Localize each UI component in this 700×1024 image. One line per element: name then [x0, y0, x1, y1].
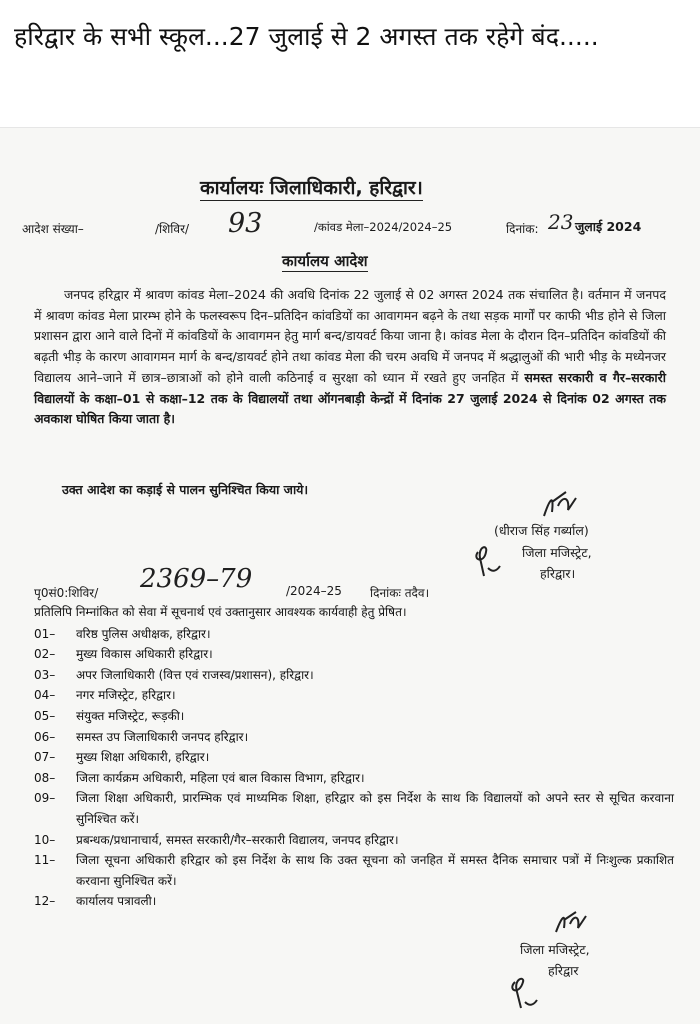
recipient-text: कार्यालय पत्रावली।: [76, 894, 157, 909]
recipient-item: [34, 624, 674, 645]
order-number: 93: [228, 208, 263, 239]
signatory-name: (धीराज सिंह गर्ब्याल): [494, 523, 589, 538]
recipient-item: [34, 685, 674, 706]
order-date-label: दिनांक:: [506, 222, 539, 236]
recipient-list: [34, 602, 674, 912]
news-headline: हरिद्वार के सभी स्कूल...27 जुलाई से 2 अगस्त तक रहेगे बंद.....: [14, 22, 599, 51]
footer-signature-mark-icon: [552, 908, 588, 936]
copy-year: /2024–25: [286, 584, 342, 598]
body-regular-text: जनपद हरिद्वार में श्रावण कांवड मेला–2024 की अवधि दिनांक 22 जुलाई से 02 अगस्त 2024 तक संचालित है। वर्तमान में जनपद में श्रावण कांवड मेला प्रारम्भ होने के फलस्वरूप दिन–प्रतिदिन कांवडियों का आवागमन बढ़ने के तथा सड़क मार्गों पर काफी भीड होने से जिला प्रशासन द्वारा आने वाले दिनों में कांवडियों के आवागमन हेतु मार्ग बन्द/डायवर्ट किया जाना है। कांवड मेला के दौरान दिन–प्रतिदिन कांवडियों की बढ़ती भीड़ के कारण आवागमन मार्ग के बन्द/डायवर्ट होने तथा कांवड मेला की चरम अवधि में जनपद में श्रद्धालुओं की भारी भीड़ के मध्येनजर विद्यालय आने–जाने में छात्र–छात्राओं को होने वाली कठिनाई व सुरक्षा को ध्यान में रखते हुए जनहित में: [34, 287, 666, 385]
recipient-text: संयुक्त मजिस्ट्रेट, रूड़की।: [76, 708, 185, 723]
order-date-day: 23: [548, 210, 574, 234]
footer-place: हरिद्वार: [548, 963, 579, 978]
document-scan: [0, 128, 700, 1024]
copy-date: दिनांकः तदैव।: [370, 586, 430, 600]
body-bold-text: समस्त सरकारी व गैर–सरकारी विद्यालयों के कक्षा–01 से कक्षा–12 तक के विद्यालयों तथा ऑगनबाड़ी केन्द्रों में दिनांक 27 जुलाई 2024 से दिनांक 02 अगस्त तक अवकाश घोषित किया जाता है।: [34, 369, 666, 427]
recipient-text: नगर मजिस्ट्रेट, हरिद्वार।: [76, 688, 176, 703]
recipient-item: [34, 727, 674, 748]
recipient-item: [34, 788, 674, 829]
order-title: कार्यालय आदेश: [282, 252, 368, 270]
recipient-text: वरिष्ठ पुलिस अधीक्षक, हरिद्वार।: [76, 626, 211, 641]
recipient-text: समस्त उप जिलाधिकारी जनपद हरिद्वार।: [76, 729, 249, 744]
recipient-number: 10–: [34, 832, 56, 847]
office-header: कार्यालयः जिलाधिकारी, हरिद्वार।: [200, 174, 423, 201]
order-label: आदेश संख्या–: [22, 222, 84, 236]
recipient-item: [34, 644, 674, 665]
recipient-number: 06–: [34, 729, 56, 744]
recipient-text: जिला कार्यक्रम अधिकारी, महिला एवं बाल विकास विभाग, हरिद्वार।: [76, 770, 365, 785]
recipient-item: [34, 768, 674, 789]
footer-initials-mark-icon: [505, 974, 543, 1014]
recipient-number: 12–: [34, 894, 56, 909]
copy-number: 2369–79: [140, 564, 253, 594]
signature-mark-icon: [540, 488, 580, 520]
copy-label: पृ0सं0:शिविर/: [34, 586, 99, 600]
recipient-number: 01–: [34, 626, 56, 641]
recipient-item: [34, 706, 674, 727]
recipient-item: [34, 747, 674, 768]
recipient-number: 09–: [34, 791, 56, 806]
recipient-item: [34, 850, 674, 891]
recipient-text: प्रबन्धक/प्रधानाचार्य, समस्त सरकारी/गैर–सरकारी विद्यालय, जनपद हरिद्वार।: [76, 832, 399, 847]
signatory-designation: जिला मजिस्ट्रेट,: [522, 545, 592, 560]
recipient-text: मुख्य शिक्षा अधिकारी, हरिद्वार।: [76, 750, 210, 765]
body-closing: उक्त आदेश का कड़ाई से पालन सुनिश्चित किया जाये।: [62, 482, 309, 497]
recipient-number: 04–: [34, 688, 56, 703]
recipient-item: [34, 830, 674, 851]
order-date-rest: जुलाई 2024: [575, 219, 642, 234]
recipient-number: 05–: [34, 708, 56, 723]
copy-intro: प्रतिलिपि निम्नांकित को सेवा में सूचनार्थ एवं उक्तानुसार आवश्यक कार्यवाही हेतु प्रेषित।: [34, 605, 407, 619]
order-suffix: /कांवड मेला–2024/2024–25: [314, 220, 453, 234]
signatory-place: हरिद्वार।: [540, 566, 576, 581]
recipient-number: 08–: [34, 770, 56, 785]
order-camp: /शिविर/: [155, 222, 190, 236]
recipient-number: 11–: [34, 853, 56, 868]
order-body: [34, 285, 666, 430]
recipient-text: मुख्य विकास अधिकारी हरिद्वार।: [76, 647, 213, 662]
recipient-number: 03–: [34, 667, 56, 682]
recipient-text: जिला सूचना अधिकारी हरिद्वार को इस निर्देश के साथ कि उक्त सूचना को जनहित में समस्त दैनिक समाचार पत्रों में निःशुल्क प्रकाशित करवाना सुनिश्चित करें।: [76, 853, 674, 888]
recipient-number: 07–: [34, 750, 56, 765]
recipient-number: 02–: [34, 647, 56, 662]
footer-designation: जिला मजिस्ट्रेट,: [520, 942, 590, 957]
recipient-item: [34, 665, 674, 686]
initials-mark-icon: [470, 542, 506, 582]
recipient-text: अपर जिलाधिकारी (वित्त एवं राजस्व/प्रशासन), हरिद्वार।: [76, 667, 314, 682]
recipient-text: जिला शिक्षा अधिकारी, प्रारम्भिक एवं माध्यमिक शिक्षा, हरिद्वार को इस निर्देश के साथ कि विद्यालयों को अपने स्तर से सूचित करवाना सुनिश्चित करें।: [76, 791, 674, 826]
